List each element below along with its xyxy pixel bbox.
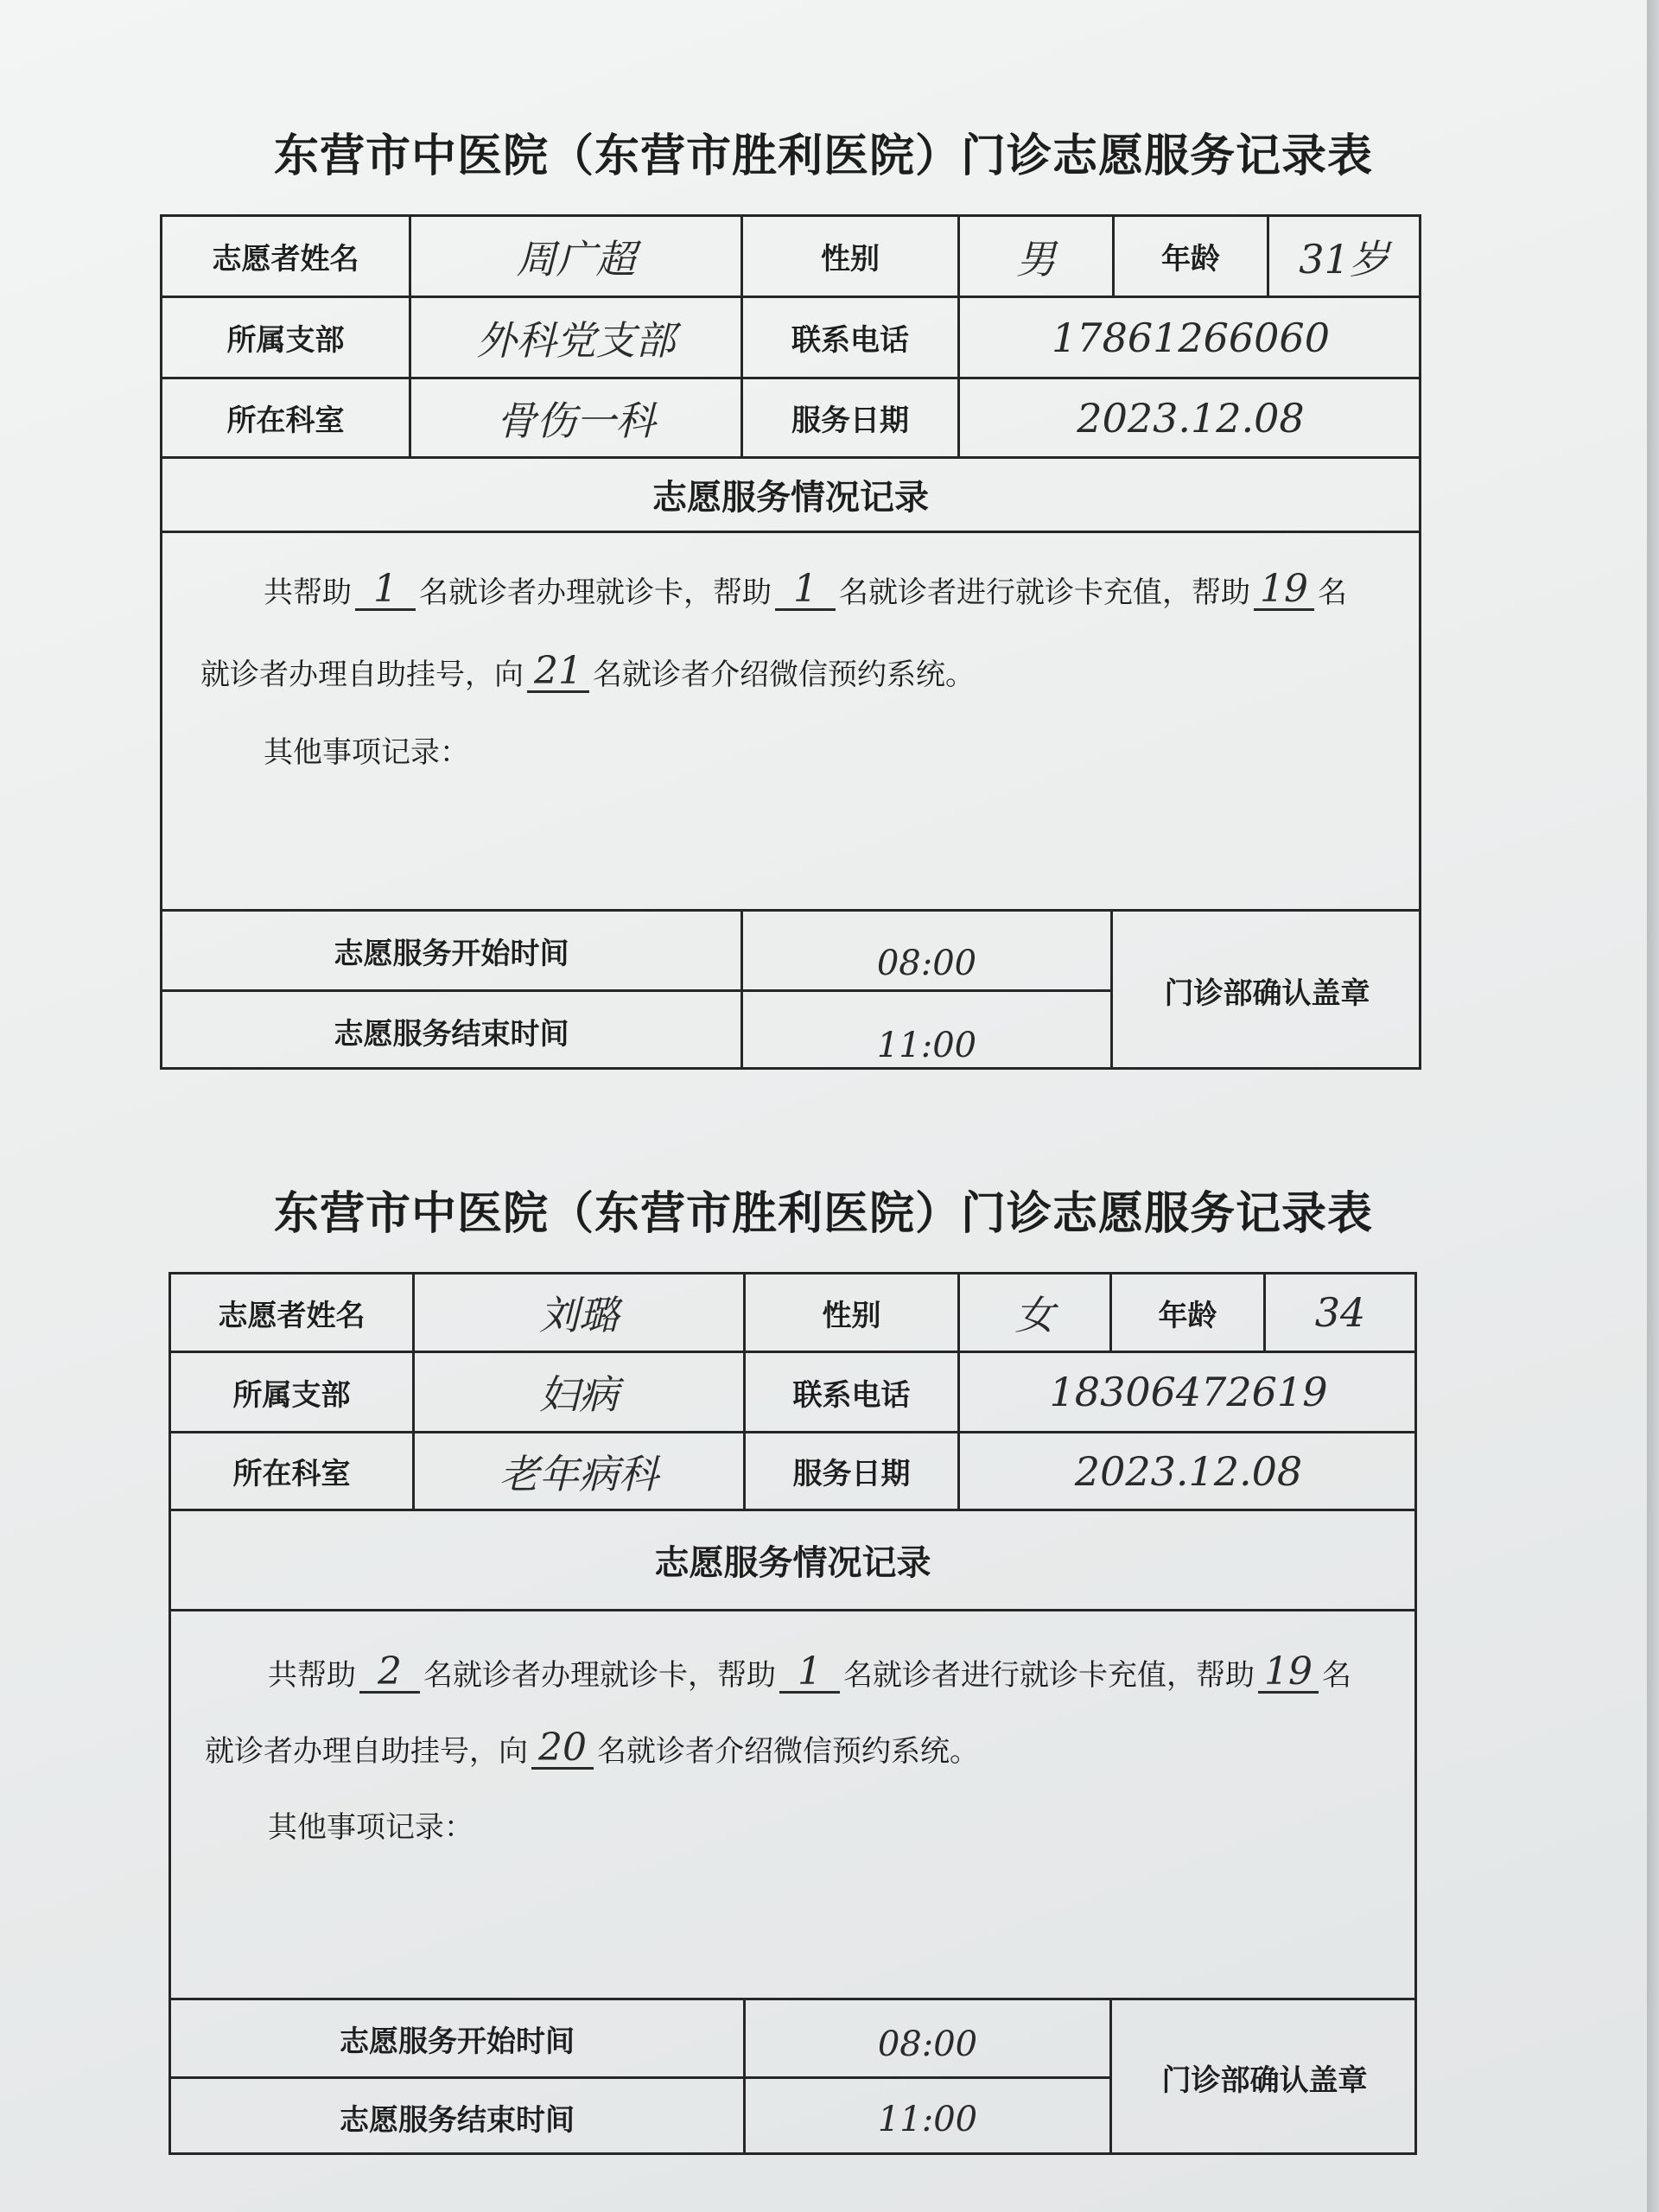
- phone-value: 17861266060: [1052, 314, 1330, 361]
- para-text: 名就诊者进行就诊卡充值，帮助: [843, 1658, 1255, 1693]
- stamp-label: 门诊部确认盖章: [1161, 2063, 1368, 2098]
- name-label: 志愿者姓名: [218, 1298, 365, 1333]
- start-time-label: 志愿服务开始时间: [334, 936, 569, 971]
- other-notes-label: 其他事项记录：: [268, 1810, 474, 1845]
- count-card-issued: 1: [355, 570, 416, 611]
- branch-label: 所属支部: [232, 1377, 351, 1413]
- dept-label: 所在科室: [226, 404, 345, 438]
- para-text: 共帮助: [264, 575, 352, 610]
- dept-value: 骨伤一科: [496, 397, 656, 444]
- para-text: 名就诊者办理就诊卡，帮助: [419, 575, 772, 610]
- para-text: 就诊者办理自助挂号，向: [200, 658, 524, 692]
- gender-label: 性别: [821, 242, 880, 276]
- service-record-title: 志愿服务情况记录: [652, 478, 929, 518]
- service-paragraph-line-1: [268, 1649, 1351, 1694]
- date-label: 服务日期: [791, 404, 909, 438]
- branch-value: 外科党支部: [476, 316, 676, 364]
- paper-edge: [1647, 0, 1659, 2212]
- age-label: 年龄: [1158, 1298, 1217, 1333]
- form-title: 东营市中医院（东营市胜利医院）门诊志愿服务记录表: [273, 1187, 1373, 1240]
- para-text: 名: [1318, 575, 1347, 610]
- start-time-value: 08:00: [877, 2024, 978, 2064]
- dept-value: 老年病科: [499, 1450, 658, 1497]
- para-text: 名就诊者介绍微信预约系统。: [593, 658, 975, 692]
- date-value: 2023.12.08: [1077, 394, 1305, 442]
- para-text: 名: [1322, 1658, 1351, 1693]
- count-card-recharge: 1: [779, 1653, 840, 1694]
- phone-label: 联系电话: [791, 323, 909, 358]
- name-label: 志愿者姓名: [212, 242, 359, 276]
- para-text: 名就诊者介绍微信预约系统。: [597, 1734, 979, 1769]
- age-value: 34: [1314, 1289, 1366, 1336]
- dept-label: 所在科室: [232, 1457, 351, 1491]
- age-value: 31岁: [1299, 235, 1389, 283]
- service-paragraph-line-2: [205, 1725, 979, 1770]
- start-time-label: 志愿服务开始时间: [340, 2024, 575, 2059]
- count-self-registration: 19: [1254, 570, 1314, 611]
- gender-label: 性别: [822, 1298, 881, 1333]
- end-time-label: 志愿服务结束时间: [340, 2102, 575, 2138]
- end-time-label: 志愿服务结束时间: [334, 1016, 569, 1052]
- age-label: 年龄: [1161, 242, 1220, 276]
- count-card-recharge: 1: [775, 570, 836, 611]
- branch-value: 妇病: [539, 1371, 619, 1418]
- para-text: 名就诊者进行就诊卡充值，帮助: [839, 575, 1250, 610]
- para-text: 就诊者办理自助挂号，向: [205, 1734, 528, 1769]
- date-value: 2023.12.08: [1074, 1447, 1303, 1495]
- gender-value: 男: [1016, 235, 1056, 283]
- service-record-title: 志愿服务情况记录: [654, 1543, 931, 1583]
- count-wechat-intro: 21: [527, 652, 589, 693]
- phone-value: 18306472619: [1049, 1369, 1328, 1415]
- grid-line: [168, 1609, 1417, 1611]
- para-text: 共帮助: [268, 1658, 356, 1693]
- other-notes-label: 其他事项记录：: [264, 735, 469, 770]
- name-value: 刘璐: [539, 1292, 619, 1338]
- branch-label: 所属支部: [226, 323, 345, 358]
- count-self-registration: 19: [1258, 1653, 1319, 1694]
- stamp-label: 门诊部确认盖章: [1164, 976, 1370, 1011]
- start-time-value: 08:00: [876, 944, 977, 983]
- count-wechat-intro: 20: [531, 1729, 594, 1770]
- name-value: 周广超: [516, 235, 636, 283]
- end-time-value: 11:00: [876, 1026, 977, 1065]
- phone-label: 联系电话: [792, 1377, 911, 1413]
- form-title: 东营市中医院（东营市胜利医院）门诊志愿服务记录表: [273, 130, 1373, 182]
- para-text: 名就诊者办理就诊卡，帮助: [423, 1658, 776, 1693]
- count-card-issued: 2: [359, 1653, 420, 1694]
- end-time-value: 11:00: [877, 2100, 978, 2139]
- date-label: 服务日期: [792, 1457, 911, 1491]
- gender-value: 女: [1014, 1292, 1055, 1338]
